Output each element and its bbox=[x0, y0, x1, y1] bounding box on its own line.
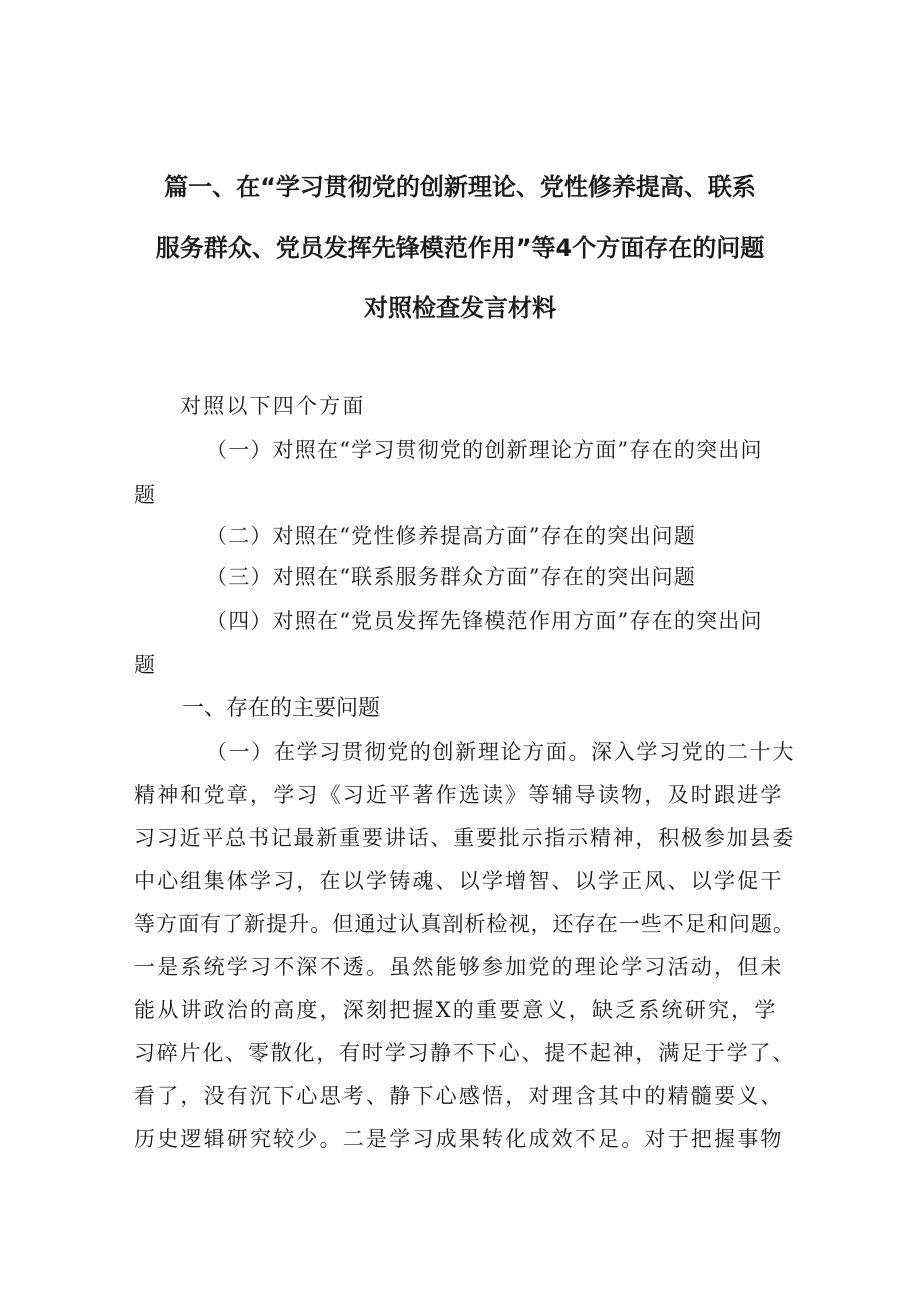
intro-item-2: （二）对照在“党性修养提高方面”存在的突出问题 bbox=[206, 524, 697, 548]
document-title-line-1: 篇一、在“学习贯彻党的创新理论、党性修养提高、联系 bbox=[164, 173, 756, 201]
body-line: （一）在学习贯彻党的创新理论方面。深入学习党的二十大 bbox=[206, 740, 795, 764]
body-line: 历史逻辑研究较少。二是学习成果转化成效不足。对于把握事物 bbox=[134, 1127, 784, 1151]
intro-item-4: （四）对照在“党员发挥先锋模范作用方面”存在的突出问 bbox=[206, 609, 763, 633]
body-line: 看了，没有沉下心思考、静下心感悟，对理含其中的精髓要义、 bbox=[134, 1084, 784, 1108]
body-line: 习习近平总书记最新重要讲话、重要批示指示精神，积极参加县委 bbox=[134, 826, 795, 850]
section-heading: 一、存在的主要问题 bbox=[182, 696, 381, 721]
intro-item-1-cont: 题 bbox=[134, 483, 155, 507]
intro-item-1: （一）对照在“学习贯彻党的创新理论方面”存在的突出问 bbox=[206, 438, 763, 462]
body-line: 能从讲政治的高度，深刻把握X的重要意义，缺乏系统研究，学 bbox=[134, 998, 778, 1022]
body-line: 等方面有了新提升。但通过认真剖析检视，还存在一些不足和问题。 bbox=[134, 912, 795, 936]
document-title-line-3: 对照检查发言材料 bbox=[364, 294, 556, 322]
body-line: 中心组集体学习，在以学铸魂、以学增智、以学正风、以学促干 bbox=[134, 869, 784, 893]
intro-lead: 对照以下四个方面 bbox=[180, 394, 366, 418]
intro-item-3: （三）对照在“联系服务群众方面”存在的突出问题 bbox=[206, 565, 697, 589]
intro-item-4-cont: 题 bbox=[134, 653, 155, 677]
body-line: 精神和党章，学习《习近平著作选读》等辅导读物，及时跟进学 bbox=[134, 783, 784, 807]
body-line: 习碎片化、零散化，有时学习静不下心、提不起神，满足于学了、 bbox=[134, 1041, 795, 1065]
body-line: 一是系统学习不深不透。虽然能够参加党的理论学习活动，但未 bbox=[134, 955, 784, 979]
document-title-line-2: 服务群众、党员发挥先锋模范作用”等4个方面存在的问题 bbox=[155, 234, 765, 262]
